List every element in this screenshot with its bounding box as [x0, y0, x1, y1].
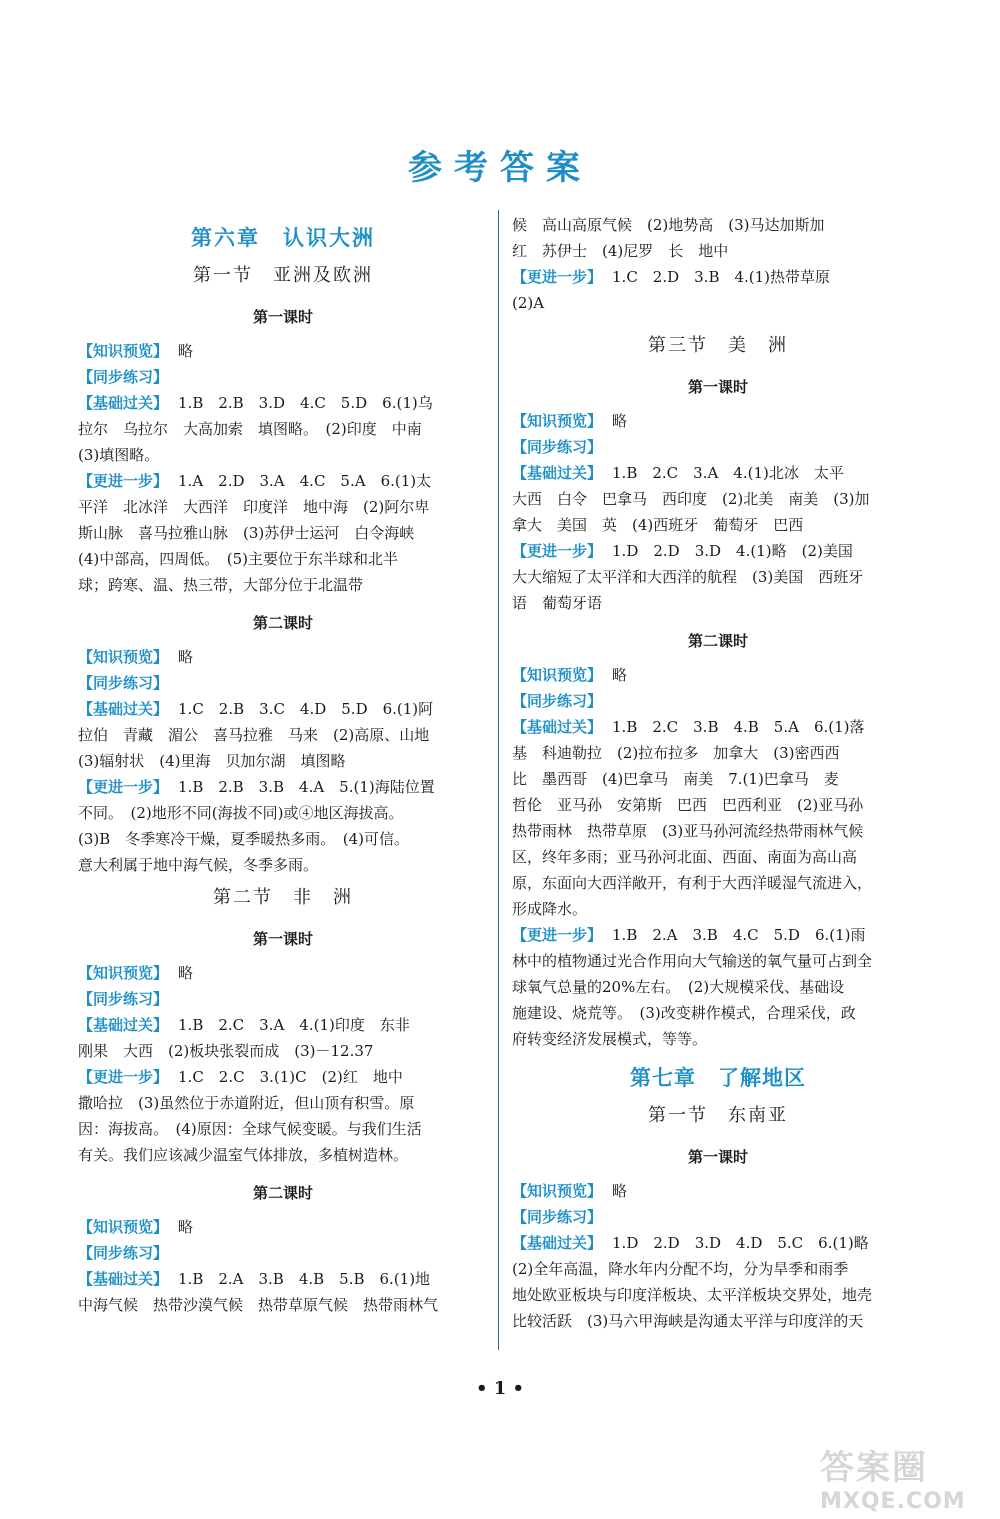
answer-tag: 【知识预览】 — [512, 1182, 603, 1200]
answer-text: (3)辐射状 (4)里海 贝加尔湖 填图略 — [78, 752, 346, 770]
answer-text: (3)填图略。 — [78, 446, 160, 464]
answer-text: 红 苏伊士 (4)尼罗 长 地中 — [512, 242, 729, 260]
lesson-heading: 第一课时 — [252, 930, 313, 948]
answer-tag: 【知识预览】 — [78, 648, 169, 666]
answer-text: 哲伦 亚马孙 安第斯 巴西 巴西利亚 (2)亚马孙 — [512, 796, 864, 814]
answer-line — [512, 1000, 924, 1026]
answer-line — [78, 960, 488, 986]
answer-tag: 【更进一步】 — [512, 268, 603, 286]
answer-text: 略 — [178, 648, 194, 666]
answer-text: 拉伯 青藏 湄公 喜马拉雅 马来 (2)高原、山地 — [78, 726, 430, 744]
chapter-heading: 第六章 认识大洲 — [191, 226, 375, 250]
answer-tag: 【更进一步】 — [78, 1068, 169, 1086]
answer-text: (3)B 冬季寒冷干燥，夏季暖热多雨。 (4)可信。 — [78, 830, 410, 848]
answer-line — [78, 338, 488, 364]
section-heading: 第一节 亚洲及欧洲 — [193, 265, 373, 286]
answer-tag: 【知识预览】 — [78, 342, 169, 360]
answer-text: 1.B 2.A 3.B 4.C 5.D 6.(1)雨 — [612, 926, 866, 944]
answer-line — [78, 826, 488, 852]
answer-line — [78, 572, 488, 598]
right-column — [512, 212, 924, 1334]
answer-text: 撒哈拉 (3)虽然位于赤道附近，但山顶有积雪。原 — [78, 1094, 415, 1112]
answer-line — [78, 364, 488, 390]
answer-text: 斯山脉 喜马拉雅山脉 (3)苏伊士运河 白令海峡 — [78, 524, 415, 542]
answer-line — [512, 766, 924, 792]
answer-tag: 【基础过关】 — [512, 718, 603, 736]
answer-line — [512, 1204, 924, 1230]
answer-text: 1.B 2.C 3.A 4.(1)北冰 太平 — [612, 464, 844, 482]
answer-text: 大大缩短了太平洋和大西洋的航程 (3)美国 西班牙 — [512, 568, 864, 586]
answer-tag: 【同步练习】 — [78, 368, 169, 386]
answer-text: (2)全年高温，降水年内分配不均，分为旱季和雨季 — [512, 1260, 849, 1278]
answer-line — [78, 468, 488, 494]
answer-line — [512, 486, 924, 512]
answer-block — [78, 960, 488, 1168]
answer-tag: 【基础过关】 — [78, 1270, 169, 1288]
answer-text: 比较活跃 (3)马六甲海峡是沟通太平洋与印度洋的天 — [512, 1312, 864, 1330]
answer-text: 1.A 2.D 3.A 4.C 5.A 6.(1)太 — [178, 472, 432, 490]
answer-line — [512, 238, 924, 264]
answer-text: 刚果 大西 (2)板块张裂而成 (3)－12.37 — [78, 1042, 374, 1060]
answer-line — [78, 748, 488, 774]
answer-line — [78, 696, 488, 722]
answer-text: 球氧气总量的20%左右。 (2)大规模采伐、基础设 — [512, 978, 845, 996]
answer-tag: 【更进一步】 — [512, 542, 603, 560]
answer-line — [512, 434, 924, 460]
answer-line — [512, 870, 924, 896]
answer-tag: 【知识预览】 — [78, 964, 169, 982]
answer-text: 1.C 2.B 3.C 4.D 5.D 6.(1)阿 — [178, 700, 434, 718]
answer-text: 1.B 2.A 3.B 4.B 5.B 6.(1)地 — [178, 1270, 431, 1288]
answer-line — [512, 792, 924, 818]
answer-text: 府转变经济发展模式，等等。 — [512, 1030, 708, 1048]
answer-line — [78, 1292, 488, 1318]
watermark-main: 答案圈 — [820, 1448, 928, 1488]
answer-line — [512, 714, 924, 740]
answer-text: 1.B 2.C 3.A 4.(1)印度 东非 — [178, 1016, 410, 1034]
answer-tag: 【更进一步】 — [78, 778, 169, 796]
answer-text: 原，东面向大西洋敞开，有利于大西洋暖湿气流进入， — [512, 874, 873, 892]
answer-block — [78, 644, 488, 878]
answer-line — [512, 740, 924, 766]
answer-tag: 【知识预览】 — [512, 666, 603, 684]
answer-tag: 【更进一步】 — [512, 926, 603, 944]
answer-line — [512, 688, 924, 714]
page-number: • 1 • — [475, 1378, 525, 1399]
answer-text: 平洋 北冰洋 大西洋 印度洋 地中海 (2)阿尔卑 — [78, 498, 430, 516]
answer-text: 1.B 2.B 3.D 4.C 5.D 6.(1)乌 — [178, 394, 433, 412]
answer-text: 略 — [178, 1218, 194, 1236]
answer-line — [78, 1266, 488, 1292]
answer-line — [512, 212, 924, 238]
answer-tag: 【知识预览】 — [78, 1218, 169, 1236]
answer-line — [512, 948, 924, 974]
answer-line — [512, 922, 924, 948]
answer-line — [512, 590, 924, 616]
answer-tag: 【同步练习】 — [78, 1244, 169, 1262]
lesson-heading: 第一课时 — [687, 1148, 748, 1166]
answer-line — [78, 1214, 488, 1240]
section-heading: 第一节 东南亚 — [648, 1105, 788, 1126]
answer-text: 基 科迪勒拉 (2)拉布拉多 加拿大 (3)密西西 — [512, 744, 840, 762]
answer-text: 拿大 美国 英 (4)西班牙 葡萄牙 巴西 — [512, 516, 804, 534]
answer-tag: 【同步练习】 — [512, 1208, 603, 1226]
answer-text: 热带雨林 热带草原 (3)亚马孙河流经热带雨林气候 — [512, 822, 864, 840]
answer-tag: 【基础过关】 — [512, 1234, 603, 1252]
answer-text: 语 葡萄牙语 — [512, 594, 603, 612]
answer-text: 形成降水。 — [512, 900, 588, 918]
answer-text: 1.D 2.D 3.D 4.D 5.C 6.(1)略 — [612, 1234, 869, 1252]
answer-line — [512, 538, 924, 564]
answer-block — [512, 1178, 924, 1334]
answer-block — [512, 408, 924, 616]
lesson-heading: 第二课时 — [252, 1184, 313, 1202]
answer-tag: 【同步练习】 — [512, 692, 603, 710]
lesson-heading: 第一课时 — [252, 308, 313, 326]
answer-text: 1.B 2.B 3.B 4.A 5.(1)海陆位置 — [178, 778, 435, 796]
answer-block — [78, 338, 488, 598]
answer-text: 1.C 2.D 3.B 4.(1)热带草原 — [612, 268, 831, 286]
answer-text: 候 高山高原气候 (2)地势高 (3)马达加斯加 — [512, 216, 825, 234]
answer-line — [512, 1178, 924, 1204]
answer-line — [78, 644, 488, 670]
answer-line — [512, 896, 924, 922]
answer-line — [78, 1240, 488, 1266]
answer-line — [512, 818, 924, 844]
answer-tag: 【基础过关】 — [512, 464, 603, 482]
answer-text: 中海气候 热带沙漠气候 热带草原气候 热带雨林气 — [78, 1296, 439, 1314]
answer-text: 球；跨寒、温、热三带，大部分位于北温带 — [78, 576, 364, 594]
answer-line — [78, 494, 488, 520]
watermark-sub: MXQE.COM — [820, 1489, 966, 1514]
answer-line — [78, 1090, 488, 1116]
answer-line — [512, 1256, 924, 1282]
answer-block — [512, 662, 924, 1052]
answer-tag: 【知识预览】 — [512, 412, 603, 430]
lesson-heading: 第二课时 — [687, 632, 748, 650]
answer-text: 因：海拔高。 (4)原因：全球气候变暖。与我们生活 — [78, 1120, 422, 1138]
answer-text: 1.D 2.D 3.D 4.(1)略 (2)美国 — [612, 542, 853, 560]
answer-text: 有关。我们应该减少温室气体排放，多植树造林。 — [78, 1146, 409, 1164]
answer-line — [78, 416, 488, 442]
answer-text: 1.B 2.C 3.B 4.B 5.A 6.(1)落 — [612, 718, 865, 736]
answer-line — [512, 1282, 924, 1308]
answer-line — [512, 460, 924, 486]
lesson-heading: 第一课时 — [687, 378, 748, 396]
answer-text: 略 — [612, 1182, 628, 1200]
answer-tag: 【基础过关】 — [78, 394, 169, 412]
answer-text: 地处欧亚板块与印度洋板块、太平洋板块交界处，地壳 — [512, 1286, 873, 1304]
answer-text: 大西 白令 巴拿马 西印度 (2)北美 南美 (3)加 — [512, 490, 870, 508]
answer-tag: 【同步练习】 — [78, 674, 169, 692]
answer-text: 比 墨西哥 (4)巴拿马 南美 7.(1)巴拿马 麦 — [512, 770, 839, 788]
answer-text: 拉尔 乌拉尔 大高加索 填图略。 (2)印度 中南 — [78, 420, 422, 438]
answer-line — [78, 1038, 488, 1064]
answer-text: 林中的植物通过光合作用向大气输送的氧气量可占到全 — [512, 952, 873, 970]
answer-line — [78, 986, 488, 1012]
answer-text: 略 — [612, 412, 628, 430]
answer-line — [512, 264, 924, 290]
lesson-heading: 第二课时 — [252, 614, 313, 632]
answer-tag: 【同步练习】 — [512, 438, 603, 456]
watermark-logo — [820, 1440, 980, 1514]
answer-block — [512, 212, 924, 316]
answer-text: 略 — [178, 964, 194, 982]
answer-text: (4)中部高，四周低。 (5)主要位于东半球和北半 — [78, 550, 398, 568]
answer-line — [78, 800, 488, 826]
answer-line — [512, 974, 924, 1000]
section-heading: 第三节 美 洲 — [648, 335, 788, 356]
answer-line — [512, 1026, 924, 1052]
answer-tag: 【更进一步】 — [78, 472, 169, 490]
answer-text: 区，终年多雨；亚马孙河北面、西面、南面为高山高 — [512, 848, 858, 866]
answer-tag: 【基础过关】 — [78, 1016, 169, 1034]
answer-line — [78, 670, 488, 696]
answer-line — [512, 512, 924, 538]
answer-line — [512, 844, 924, 870]
answer-line — [512, 290, 924, 316]
section-heading: 第二节 非 洲 — [213, 887, 353, 908]
answer-line — [78, 390, 488, 416]
answer-line — [78, 442, 488, 468]
answer-text: 不同。 (2)地形不同(海拔不同)或④地区海拔高。 — [78, 804, 404, 822]
answer-text: 意大利属于地中海气候，冬季多雨。 — [78, 856, 319, 874]
answer-line — [512, 1308, 924, 1334]
answer-line — [512, 1230, 924, 1256]
answer-text: 略 — [178, 342, 194, 360]
answer-text: 略 — [612, 666, 628, 684]
answer-line — [78, 852, 488, 878]
answer-line — [512, 564, 924, 590]
answer-tag: 【同步练习】 — [78, 990, 169, 1008]
chapter-heading: 第七章 了解地区 — [630, 1066, 806, 1090]
answer-line — [78, 1064, 488, 1090]
answer-line — [512, 662, 924, 688]
answer-line — [78, 1116, 488, 1142]
answer-text: (2)A — [512, 294, 545, 312]
answer-line — [512, 408, 924, 434]
answer-line — [78, 1012, 488, 1038]
answer-line — [78, 722, 488, 748]
page-title: 参考答案 — [408, 148, 592, 188]
column-divider — [498, 210, 499, 1350]
answer-text: 1.C 2.C 3.(1)C (2)红 地中 — [178, 1068, 403, 1086]
answer-text: 施建设、烧荒等。 (3)改变耕作模式，合理采伐，政 — [512, 1004, 856, 1022]
answer-line — [78, 1142, 488, 1168]
answer-line — [78, 520, 488, 546]
answer-tag: 【基础过关】 — [78, 700, 169, 718]
left-column — [78, 212, 488, 1318]
answer-line — [78, 546, 488, 572]
answer-line — [78, 774, 488, 800]
answer-block — [78, 1214, 488, 1318]
